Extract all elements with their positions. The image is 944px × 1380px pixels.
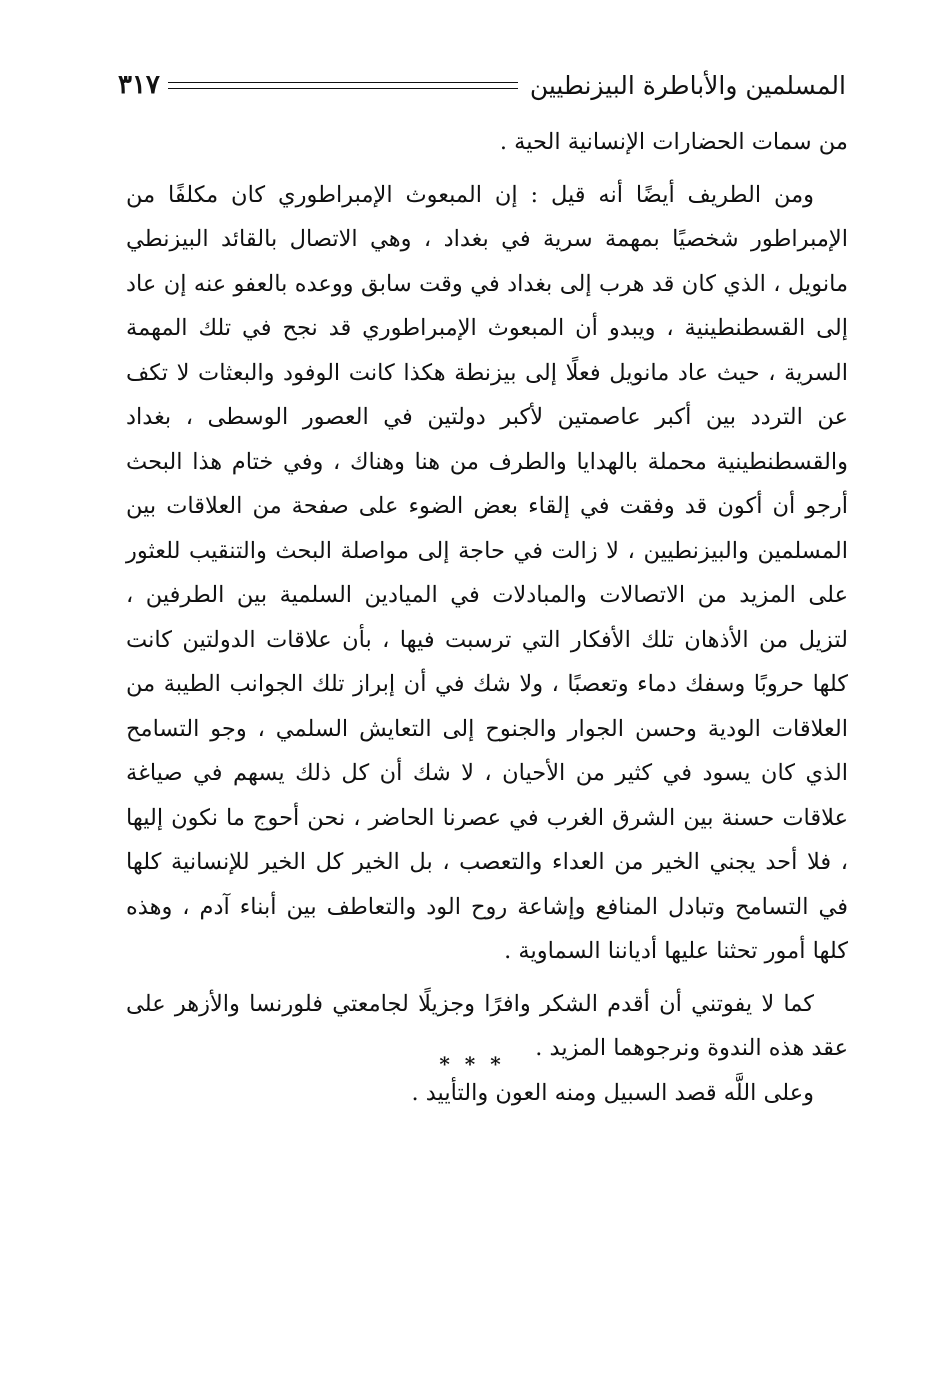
header-double-rule <box>168 82 518 89</box>
paragraph-continuation: من سمات الحضارات الإنسانية الحية . <box>499 129 848 155</box>
paragraph-thanks: كما لا يفوتني أن أقدم الشكر وافرًا وجزيلًا لجامعتي فلورنسا والأزهر على عقد هذه الندوة ونرجوهما المزيد . <box>126 990 848 1061</box>
section-separator: * * * <box>439 1052 505 1076</box>
header-title: المسلمين والأباطرة البيزنطيين <box>529 70 846 100</box>
page-number: ٣١٧ <box>118 70 160 100</box>
body-text <box>126 120 848 1115</box>
paragraph-closing: وعلى اللَّه قصد السبيل ومنه العون والتأييد . <box>411 1079 814 1106</box>
running-header <box>118 62 846 108</box>
paragraph-main: ومن الطريف أيضًا أنه قيل : إن المبعوث الإمبراطوري كان مكلفًا من الإمبراطور شخصيًا بمهمة سرية في بغداد ، وهي الاتصال بالقائد البيزنطي مانويل ، الذي كان قد هرب إلى بغداد في وقت سابق ووعده بالعفو عنه إن عاد إلى القسطنطينية ، ويبدو أن المبعوث الإمبراطوري قد نجح في تلك المهمة السرية ، حيث عاد مانويل فعلًا إلى بيزنطة هكذا كانت الوفود والبعثات لا تكف عن التردد بين أكبر عاصمتين لأكبر دولتين في العصور الوسطى ، بغداد والقسطنطينية محملة بالهدايا والطرف من هنا وهناك ، وفي ختام هذا البحث أرجو أن أكون قد وفقت في إلقاء بعض الضوء على صفحة من العلاقات بين المسلمين والبيزنطيين ، لا زالت في حاجة إلى مواصلة البحث والتنقيب للعثور على المزيد من الاتصالات والمبادلات في الميادين السلمية بين الطرفين ، لتزيل من الأذهان تلك الأفكار التي ترسبت فيها ، بأن علاقات الدولتين كانت كلها حروبًا وسفك دماء وتعصبًا ، ولا شك في أن إبراز تلك الجوانب الطيبة من العلاقات الودية وحسن الجوار والجنوح إلى التعايش السلمي ، وجو التسامح الذي كان يسود في كثير من الأحيان ، لا شك أن كل ذلك يسهم في صياغة علاقات حسنة بين الشرق الغرب في عصرنا الحاضر ، نحن أحوج ما نكون إليها ، فلا أحد يجني الخير من العداء والتعصب ، بل الخير كل الخير للإنسانية كلها في التسامح وتبادل المنافع وإشاعة روح الود والتعاطف بين أبناء آدم ، وهذه كلها أمور تحثنا عليها أدياننا السماوية . <box>126 181 848 964</box>
